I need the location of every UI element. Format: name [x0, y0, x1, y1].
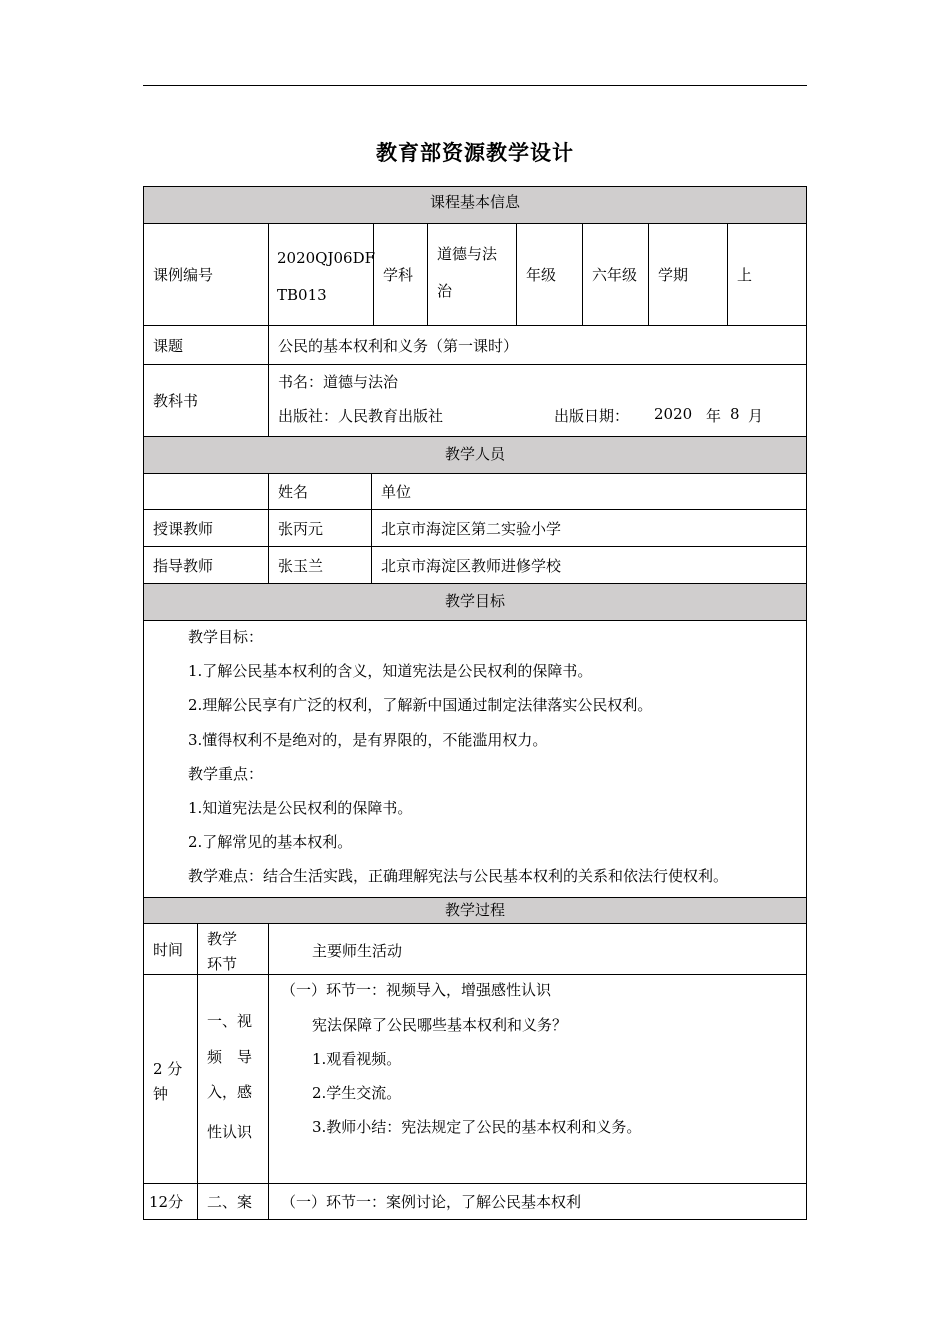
stage2-stage: 二、案 [207, 1193, 253, 1211]
staff-row-2-unit: 北京市海淀区教师进修学校 [381, 556, 562, 575]
stage1-line-2: 宪法保障了公民哪些基本权利和义务？ [312, 1016, 568, 1034]
pub-year: 2020 [654, 405, 693, 423]
stage2-activity-cell [268, 1183, 807, 1220]
pub-date-label: 出版日期： [554, 407, 630, 425]
stage1-activity-cell [268, 974, 807, 1184]
subject-label-cell [373, 223, 428, 326]
staff-row-2-unit-cell [371, 546, 807, 584]
process-col-stage-line1: 教学 [207, 930, 238, 948]
topic-label-cell [143, 325, 269, 365]
staff-row-2-role: 指导教师 [153, 556, 214, 575]
process-col-activity-cell [268, 923, 807, 975]
textbook-value-cell [268, 364, 807, 437]
top-rule [143, 85, 807, 86]
stage1-stage-line1: 一、视 [207, 1012, 253, 1030]
process-col-stage-cell [197, 923, 269, 975]
term-value-cell [727, 223, 807, 326]
subject-value-cell [427, 223, 517, 326]
stage2-time-cell [143, 1183, 198, 1220]
stage1-line-3: 1.观看视频。 [312, 1050, 402, 1068]
stage1-time-cell [143, 974, 198, 1184]
section-header-goals: 教学目标 [143, 583, 807, 621]
grade-value-cell [582, 223, 649, 326]
publisher: 出版社：人民教育出版社 [278, 407, 444, 425]
pub-month-unit: 月 [748, 407, 764, 425]
term-label: 学期 [658, 266, 689, 284]
staff-row-1-name-cell [268, 509, 372, 547]
staff-col-name: 姓名 [278, 483, 309, 501]
goals-line-4: 3.懂得权利不是绝对的，是有界限的，不能滥用权力。 [188, 731, 548, 749]
term-label-cell [648, 223, 728, 326]
staff-row-1-role: 授课教师 [153, 519, 214, 538]
stage1-time-line1: 2 分 [153, 1060, 183, 1078]
term-value: 上 [737, 266, 753, 284]
stage1-stage-line3: 入，感 [207, 1083, 253, 1101]
section-header-process: 教学过程 [143, 897, 807, 924]
stage1-stage-cell [197, 974, 269, 1184]
process-col-stage-line2: 环节 [207, 955, 238, 973]
section-header-course-info: 课程基本信息 [143, 186, 807, 224]
process-col-activity: 主要师生活动 [312, 942, 403, 960]
course-code-label-cell [143, 223, 269, 326]
staff-row-1-unit-cell [371, 509, 807, 547]
goals-line-3: 2.理解公民享有广泛的权利，了解新中国通过制定法律落实公民权利。 [188, 696, 653, 714]
book-name: 书名：道德与法治 [278, 373, 399, 391]
goals-body [143, 620, 807, 898]
staff-col-name-cell [268, 473, 372, 510]
stage1-line-1: （一）环节一：视频导入，增强感性认识 [281, 981, 552, 999]
stage2-time: 12分 [149, 1193, 184, 1211]
goals-line-8: 教学难点：结合生活实践，正确理解宪法与公民基本权利的关系和依法行使权利。 [188, 867, 729, 885]
staff-row-2-name-cell [268, 546, 372, 584]
course-code-label: 课例编号 [153, 266, 214, 284]
topic-value: 公民的基本权利和义务（第一课时） [278, 336, 519, 355]
goals-line-5: 教学重点： [188, 765, 264, 783]
stage2-stage-cell [197, 1183, 269, 1220]
stage1-line-4: 2.学生交流。 [312, 1084, 402, 1102]
textbook-label-cell [143, 364, 269, 437]
process-col-time-cell [143, 923, 198, 975]
goals-line-2: 1.了解公民基本权利的含义，知道宪法是公民权利的保障书。 [188, 662, 593, 680]
section-header-staff: 教学人员 [143, 436, 807, 474]
goals-line-7: 2.了解常见的基本权利。 [188, 833, 353, 851]
course-code-line1: 2020QJ06DF [277, 249, 376, 267]
topic-value-cell [268, 325, 807, 365]
staff-row-2-role-cell [143, 546, 269, 584]
goals-line-6: 1.知道宪法是公民权利的保障书。 [188, 799, 413, 817]
staff-row-1-name: 张丙元 [278, 519, 324, 538]
subject-label: 学科 [383, 266, 414, 284]
staff-row-1-unit: 北京市海淀区第二实验小学 [381, 519, 562, 538]
subject-line2: 治 [437, 282, 453, 300]
grade-value: 六年级 [592, 266, 638, 284]
staff-row-1-role-cell [143, 509, 269, 547]
grade-label-cell [516, 223, 583, 326]
grade-label: 年级 [526, 266, 557, 284]
stage1-time-line2: 钟 [153, 1085, 169, 1103]
staff-col-unit-cell [371, 473, 807, 510]
subject-line1: 道德与法 [437, 245, 498, 263]
process-col-time: 时间 [153, 940, 184, 959]
pub-year-unit: 年 [706, 407, 722, 425]
stage2-line: （一）环节一：案例讨论，了解公民基本权利 [281, 1193, 582, 1211]
goals-line-1: 教学目标： [188, 628, 264, 646]
course-code-value-cell [268, 223, 374, 326]
course-code-line2: TB013 [277, 286, 327, 304]
stage1-stage-line4: 性认识 [207, 1123, 253, 1141]
pub-month: 8 [730, 405, 740, 423]
stage1-stage-line2: 频 导 [207, 1048, 253, 1066]
staff-col-unit: 单位 [381, 483, 412, 501]
staff-row-2-name: 张玉兰 [278, 556, 324, 575]
document-title: 教育部资源教学设计 [376, 140, 574, 165]
staff-header-blank [143, 473, 269, 510]
topic-label: 课题 [153, 336, 184, 355]
textbook-label: 教科书 [153, 392, 199, 410]
stage1-line-5: 3.教师小结：宪法规定了公民的基本权利和义务。 [312, 1118, 642, 1136]
